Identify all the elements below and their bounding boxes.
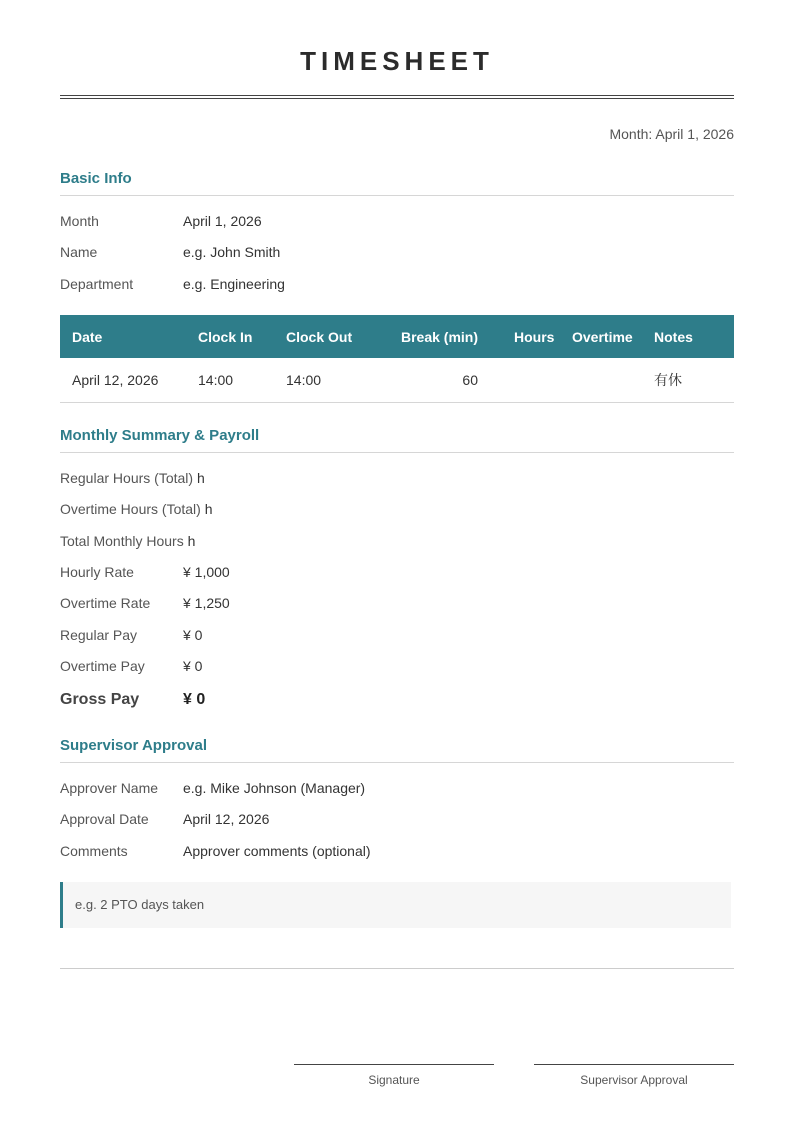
gross-pay-label: Gross Pay <box>60 691 140 708</box>
name-label: Name <box>60 244 98 260</box>
column-header-clock-in: Clock In <box>198 328 253 345</box>
department-value[interactable]: e.g. Engineering <box>183 276 285 292</box>
approver-name-value[interactable]: e.g. Mike Johnson (Manager) <box>183 780 366 796</box>
regular-hours-unit: h <box>196 470 205 486</box>
cell-notes[interactable]: 有休 <box>646 358 734 403</box>
column-header-overtime: Overtime <box>572 328 633 345</box>
approver-name-label: Approver Name <box>60 780 159 796</box>
column-header-hours: Hours <box>514 328 555 345</box>
overtime-rate-value[interactable]: ¥ 1,250 <box>183 595 230 611</box>
month-value[interactable]: April 1, 2026 <box>183 213 262 229</box>
overtime-pay-label: Overtime Pay <box>60 658 145 674</box>
overtime-rate-label: Overtime Rate <box>60 595 151 611</box>
title-divider-top <box>60 95 734 96</box>
comments-value[interactable]: Approver comments (optional) <box>183 843 371 859</box>
total-hours-label: Total Monthly Hours <box>60 533 184 549</box>
department-label: Department <box>60 276 134 292</box>
regular-hours-label: Regular Hours (Total) <box>60 470 194 486</box>
column-header-break: Break (min) <box>400 328 478 345</box>
signature-line <box>294 1064 494 1087</box>
timesheet-table <box>60 315 734 403</box>
cell-clock-out[interactable]: 14:00 <box>278 358 368 403</box>
approval-heading: Supervisor Approval <box>60 737 734 763</box>
footer-divider <box>60 968 734 969</box>
cell-overtime[interactable] <box>564 358 646 403</box>
overtime-pay-value: ¥ 0 <box>183 658 203 674</box>
overtime-hours-label: Overtime Hours (Total) <box>60 501 201 517</box>
cell-hours[interactable] <box>486 358 564 403</box>
total-hours-unit: h <box>187 533 196 549</box>
basic-info-heading: Basic Info <box>60 170 734 196</box>
regular-pay-value: ¥ 0 <box>183 627 203 643</box>
regular-pay-label: Regular Pay <box>60 627 138 643</box>
gross-pay-value: ¥ 0 <box>183 691 206 708</box>
approval-date-label: Approval Date <box>60 811 149 827</box>
name-value[interactable]: e.g. John Smith <box>183 244 281 260</box>
supervisor-approval-line <box>534 1064 734 1087</box>
column-header-clock-out: Clock Out <box>286 328 353 345</box>
table-header-row <box>60 315 734 358</box>
cell-date[interactable]: April 12, 2026 <box>60 358 190 403</box>
supervisor-approval-label: Supervisor Approval <box>580 1073 688 1087</box>
cell-break[interactable]: 60 <box>368 358 486 403</box>
month-header: Month: April 1, 2026 <box>609 126 734 142</box>
hourly-rate-value[interactable]: ¥ 1,000 <box>183 564 230 580</box>
summary-heading: Monthly Summary & Payroll <box>60 427 734 453</box>
overtime-hours-unit: h <box>204 501 213 517</box>
column-header-notes: Notes <box>654 328 693 345</box>
hourly-rate-label: Hourly Rate <box>60 564 134 580</box>
notes-box[interactable]: e.g. 2 PTO days taken <box>60 882 731 928</box>
comments-label: Comments <box>60 843 128 859</box>
column-header-date: Date <box>72 328 103 345</box>
cell-clock-in[interactable]: 14:00 <box>190 358 278 403</box>
signature-label: Signature <box>368 1073 420 1087</box>
page-title: TIMESHEET <box>300 46 494 76</box>
title-divider-bottom <box>60 98 734 99</box>
month-label: Month <box>60 213 99 229</box>
approval-date-value[interactable]: April 12, 2026 <box>183 811 270 827</box>
table-row <box>60 358 734 403</box>
